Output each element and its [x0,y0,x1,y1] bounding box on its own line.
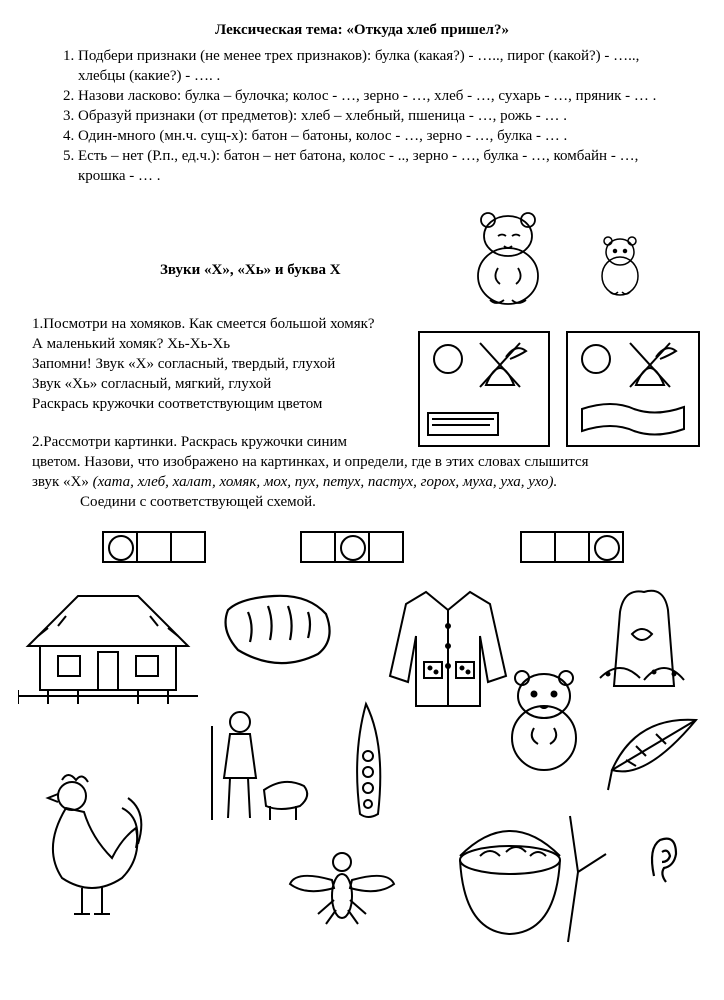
exercise1-line: Раскрась кружочки соответствующим цветом [32,396,323,412]
schema-cell [300,531,336,563]
schema-cell [136,531,172,563]
exercise1-line: Запомни! Звук «Х» согласный, твердый, глухой [32,356,336,372]
task-item: 3. Образуй признаки (от предметов): хлеб – хлебный, пшеница - …, рожь - … . [78,106,678,126]
exercise2-prefix: звук «Х» [32,474,93,490]
schema-circle [340,535,366,561]
schema-cell [368,531,404,563]
section-title: Звуки «Х», «Хь» и буква Х [160,262,341,278]
schema-circle [594,535,620,561]
task-item: 2. Назови ласково: булка – булочка; колос - …, зерно - …, хлеб - …, сухарь - …, пряник - … . [78,86,678,106]
task-item: 1. Подбери признаки (не менее трех признаков): булка (какая?) - ….., пирог (какой?) - ….., хлебцы (какие?) - …. . [78,46,678,86]
card-hard-drawing [420,333,548,445]
schema-circle [108,535,134,561]
robe-image [386,586,510,710]
exercise2-words: (хата, хлеб, халат, хомяк, мох, пух, петух, пастух, горох, муха, уха, ухо). [92,474,558,490]
exercise1-line: 1.Посмотри на хомяков. Как смеется большой хомяк? [32,316,375,332]
sound-card-soft [566,331,700,447]
schema-cell [334,531,370,563]
feather-image [606,710,702,794]
small-hamster-image [596,232,644,298]
moss-stump-image [594,582,690,692]
exercise1-line: А маленький хомяк? Хь-Хь-Хь [32,336,231,352]
schema-cell [102,531,138,563]
exercise2-line: 2.Рассмотри картинки. Раскрась кружочки синим [32,434,348,450]
bread-image [218,590,336,670]
exercise2-line [32,472,557,492]
schema-cell [554,531,590,563]
exercise2-line: Соедини с соответствующей схемой. [80,494,316,510]
exercise1-line: Звук «Хь» согласный, мягкий, глухой [32,376,272,392]
rooster-image [32,768,148,918]
task-item: 5. Есть – нет (Р.п., ед.ч.): батон – нет батона, колос - .., зерно - …, булка - …, комбайн - …, крошка - … . [78,146,678,186]
hamster-image [500,662,588,776]
task-item: 4. Один-много (мн.ч. сущ-х): батон – батоны, колос - …, зерно - …, булка - … . [78,126,678,146]
sound-card-hard [418,331,550,447]
page-title: Лексическая тема: «Откуда хлеб пришел?» [215,22,509,38]
hut-image [18,586,198,706]
sound-schema-first [104,531,206,563]
sound-schema-last [522,531,624,563]
card-soft-drawing [568,333,698,445]
peapod-image [344,700,390,822]
fish-soup-pot-image [450,812,610,944]
fly-image [286,840,398,926]
sound-schema-middle [302,531,404,563]
schema-cell [170,531,206,563]
schema-cell [520,531,556,563]
big-hamster-image [468,208,548,308]
schema-cell [588,531,624,563]
ear-image [646,834,680,886]
task-list [22,46,678,186]
exercise2-line: цветом. Назови, что изображено на картинках, и определи, где в этих словах слышится [32,454,589,470]
shepherd-image [204,708,316,824]
